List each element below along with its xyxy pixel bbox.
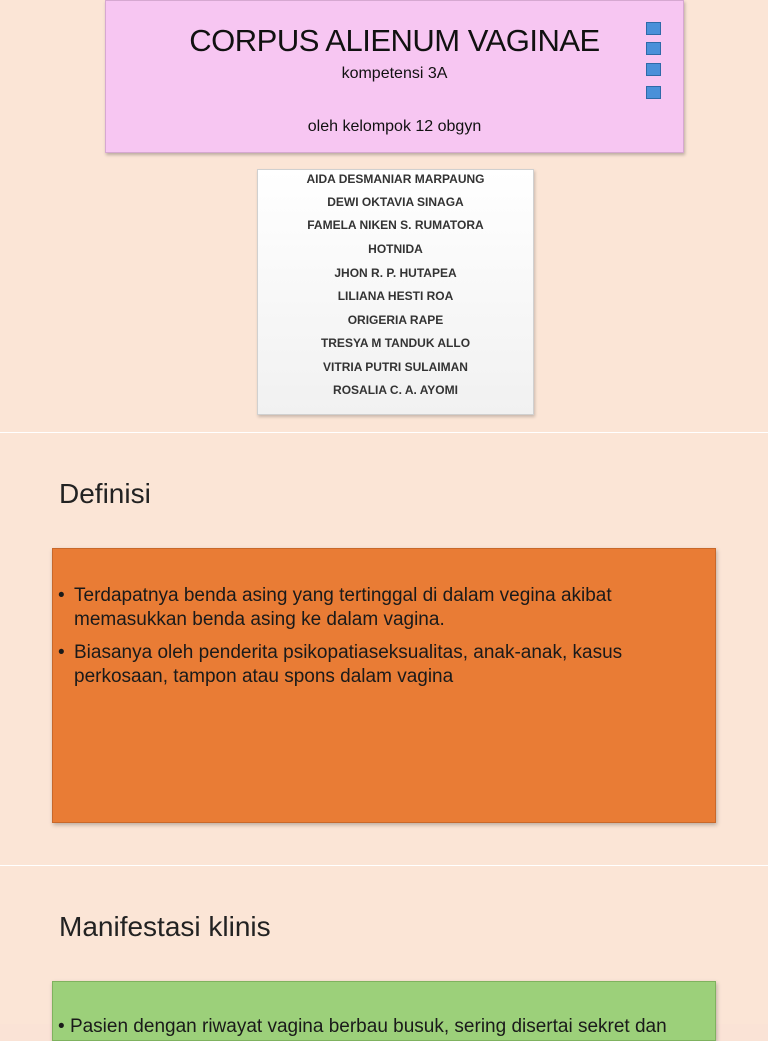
member-name: FAMELA NIKEN S. RUMATORA xyxy=(307,218,484,232)
member-name: VITRIA PUTRI SULAIMAN xyxy=(323,360,468,374)
section-heading: Manifestasi klinis xyxy=(59,911,271,942)
section-heading: Definisi xyxy=(59,478,151,509)
bullet-icon: • xyxy=(58,1016,70,1037)
member-name: LILIANA HESTI ROA xyxy=(337,289,454,303)
member-name: DEWI OKTAVIA SINAGA xyxy=(327,195,464,209)
definition-box xyxy=(52,548,716,823)
bullet-icon: • xyxy=(58,642,65,663)
member-name: ROSALIA C. A. AYOMI xyxy=(333,383,458,397)
members-list xyxy=(257,169,534,415)
slide-title xyxy=(0,0,768,432)
bullet-item xyxy=(58,641,708,689)
presentation-group: oleh kelompok 12 obgyn xyxy=(307,118,482,135)
bullet-text: Biasanya oleh penderita psikopatiaseksualitas, anak-anak, kasus perkosaan, tampon atau spons dalam vagina xyxy=(74,642,623,687)
blue-square-icon xyxy=(646,22,661,35)
presentation-subtitle: kompetensi 3A xyxy=(341,65,448,82)
member-name: ORIGERIA RAPE xyxy=(347,313,444,327)
bullet-item xyxy=(58,584,708,632)
bullet-text: Terdapatnya benda asing yang tertinggal di dalam vegina akibat memasukkan benda asing ke dalam vagina. xyxy=(74,585,612,630)
bullet-text: Pasien dengan riwayat vagina berbau busuk, sering disertai sekret dan xyxy=(69,1016,667,1037)
slide-definition xyxy=(0,433,768,865)
blue-square-icon xyxy=(646,86,661,99)
member-name: HOTNIDA xyxy=(368,242,423,256)
member-name: TRESYA M TANDUK ALLO xyxy=(320,336,471,350)
presentation-title: CORPUS ALIENUM VAGINAE xyxy=(189,23,600,58)
blue-square-icon xyxy=(646,63,661,76)
manifestation-box xyxy=(52,981,716,1041)
member-name: AIDA DESMANIAR MARPAUNG xyxy=(306,172,485,186)
member-name: JHON R. P. HUTAPEA xyxy=(334,266,457,280)
title-box xyxy=(105,0,684,153)
blue-square-icon xyxy=(646,42,661,55)
slide-manifestation xyxy=(0,866,768,1037)
bullet-item xyxy=(58,1016,667,1038)
bullet-icon: • xyxy=(58,585,65,606)
